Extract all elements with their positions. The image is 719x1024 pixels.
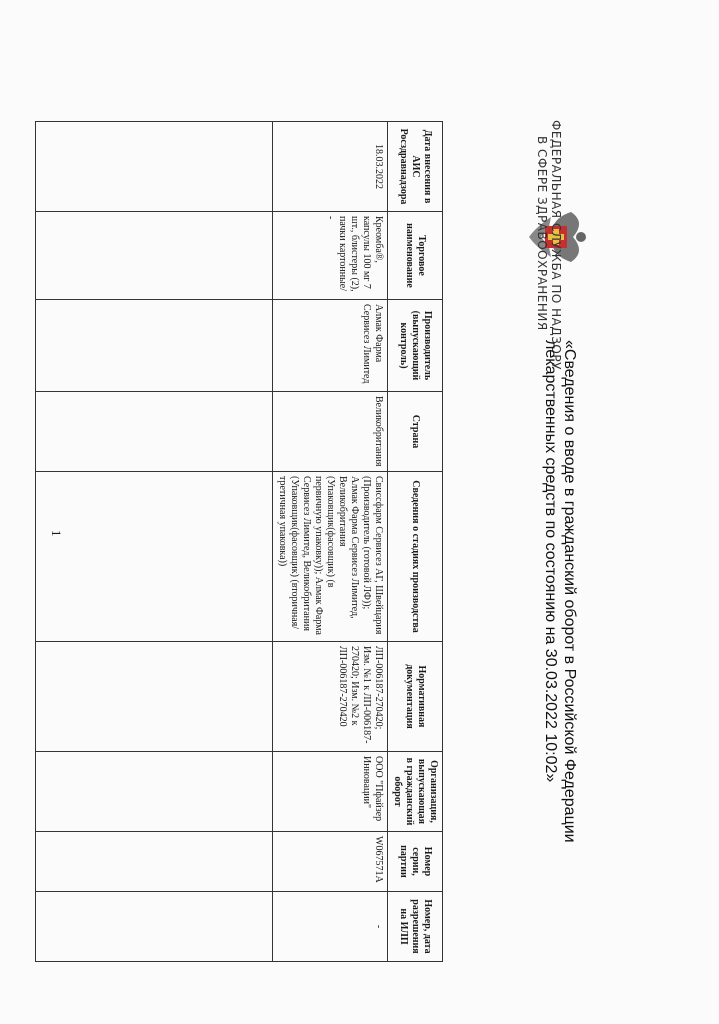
cell-batch: W067571A [273, 832, 388, 892]
header-batch: Номер серии, партии [388, 832, 443, 892]
header-organization: Организация, выпускающая в гражданский оборот [388, 752, 443, 832]
cell-manufacturer: Алмак Фарма Сервисез Лимитед [273, 300, 388, 392]
cell-permit: - [273, 892, 388, 962]
header-date: Дата внесения в АИС Росздравнадзора [388, 122, 443, 212]
table-header-row [388, 122, 443, 962]
document-title: «Сведения о вводе в гражданский оборот в Российской Федерации лекарственных средств по состоянию на 30.03.2022 10:02» [542, 340, 578, 843]
cell-country: Великобритания [273, 392, 388, 472]
header-docs: Нормативная документация [388, 642, 443, 752]
cell-stages: Свиссфарм Сервисез АГ, Швейцария (Производитель (готовой ЛФ)); Алмак Фарма Сервисез Лимитед, Великобритания (Упаковщик(фасовщик) (в первичную упаковку)); Алмак Фарма Сервисез Лимитед, Великобритания (Упаковщик(фасовщик) (вторичная/третичная упаковка)) [273, 472, 388, 642]
cell-docs: ЛП-006187-270420; Изм. №1 к ЛП-006187-270420; Изм. №2 к ЛП-006187-270420 [273, 642, 388, 752]
header-permit: Номер, дата разрешения на ИЛП [388, 892, 443, 962]
header-trade-name: Торговое наименование [388, 212, 443, 300]
cell-trade-name: Креомба®, капсулы 100 мг 7 шт., блистеры (2), пачки картонные/ - [273, 212, 388, 300]
table-empty-row [36, 122, 273, 962]
cell-organization: ООО "Пфайзер Инновации" [273, 752, 388, 832]
page-number: 1 [49, 530, 64, 537]
header-country: Страна [388, 392, 443, 472]
cell-date: 18.03.2022 [273, 122, 388, 212]
agency-line-2: В СФЕРЕ ЗДРАВООХРАНЕНИЯ [535, 136, 549, 331]
agency-line-1: ФЕДЕРАЛЬНАЯ СЛУЖБА ПО НАДЗОРУ [549, 120, 563, 370]
data-table [35, 121, 443, 962]
header-manufacturer: Производитель (выпускающий контроль) [388, 300, 443, 392]
table-row [273, 122, 388, 962]
header-stages: Сведения о стадиях производства [388, 472, 443, 642]
